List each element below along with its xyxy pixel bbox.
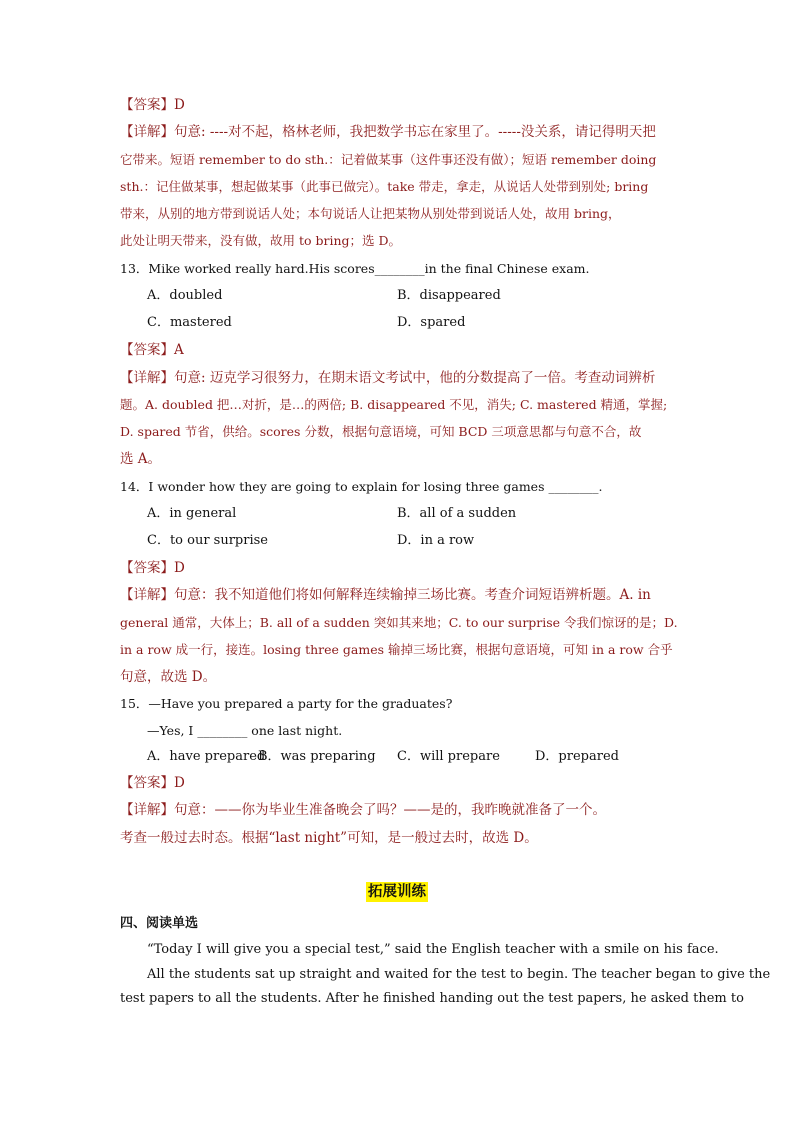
q13-detail-line-3: D. spared 节省，供给。scores 分数，根据句意语境，可知 BCD 三项意思都与句意不合，故 — [120, 424, 642, 439]
q12-detail-line-2: 它带来。短语 remember to do sth.：记着做某事（这件事还没有做）；短语 remember doing — [120, 152, 657, 167]
q14-option-a: A．in general — [147, 506, 237, 521]
q15-option-b: B．was preparing — [258, 749, 376, 764]
q15-answer: 【答案】D — [120, 775, 185, 791]
section-title: 拓展训练 — [368, 883, 426, 900]
q15-option-d: D．prepared — [535, 749, 619, 764]
reading-paragraph-1: “Today I will give you a special test,” said the English teacher with a smile on his face. — [147, 942, 719, 957]
q15-stem-reply: —Yes, I ________ one last night. — [147, 723, 343, 738]
q14-detail-line-3: in a row 成一行，接连。losing three games 输掉三场比赛，根据句意语境，可知 in a row 合乎 — [120, 642, 673, 657]
q14-answer: 【答案】D — [120, 560, 185, 576]
q13-stem: 13．Mike worked really hard.His scores________in the final Chinese exam. — [120, 261, 590, 276]
q13-option-a: A．doubled — [147, 288, 223, 303]
q12-detail-line-4: 带来，从别的地方带到说话人处；本句说话人让把某物从别处带到说话人处，故用 bring， — [120, 206, 621, 221]
q13-option-b: B．disappeared — [397, 288, 501, 303]
q15-option-c: C．will prepare — [397, 749, 500, 764]
q15-detail-line-1: 【详解】句意：——你为毕业生准备晚会了吗？——是的，我昨晚就准备了一个。 — [120, 802, 606, 818]
q15-option-a: A．have prepared — [147, 749, 266, 764]
q14-stem: 14．I wonder how they are going to explain for losing three games ________. — [120, 479, 603, 494]
q14-option-c: C．to our surprise — [147, 533, 268, 548]
reading-paragraph-2-line-2: test papers to all the students. After he finished handing out the test papers, he asked them to — [120, 991, 744, 1006]
reading-paragraph-2-line-1: All the students sat up straight and waited for the test to begin. The teacher began to give the — [147, 967, 771, 982]
q12-detail-line-1: 【详解】句意: ----对不起，格林老师，我把数学书忘在家里了。-----没关系，请记得明天把 — [120, 124, 656, 140]
q14-detail-line-2: general 通常，大体上；B. all of a sudden 突如其来地；C. to our surprise 令我们惊讶的是；D. — [120, 615, 678, 630]
q14-option-d: D．in a row — [397, 533, 475, 548]
q12-answer: 【答案】D — [120, 97, 185, 113]
q12-detail-line-3: sth.：记住做某事，想起做某事（此事已做完）。take 带走，拿走，从说话人处带到别处; bring — [120, 179, 649, 194]
q13-detail-line-4: 选 A。 — [120, 451, 162, 467]
q15-detail-line-2: 考查一般过去时态。根据“last night”可知，是一般过去时，故选 D。 — [120, 830, 538, 846]
q14-detail-line-1: 【详解】句意：我不知道他们将如何解释连续输掉三场比赛。考查介词短语辨析题。A. in — [120, 587, 651, 603]
q13-detail-line-1: 【详解】句意: 迈克学习很努力，在期末语文考试中，他的分数提高了一倍。考查动词辨析 — [120, 370, 656, 386]
reading-heading: 四、阅读单选 — [120, 916, 199, 931]
q15-stem: 15．—Have you prepared a party for the graduates? — [120, 696, 453, 711]
q14-detail-line-4: 句意，故选 D。 — [120, 669, 217, 685]
q14-option-b: B．all of a sudden — [397, 506, 517, 521]
q13-option-c: C．mastered — [147, 315, 232, 330]
q12-detail-line-5: 此处让明天带来，没有做，故用 to bring；选 D。 — [120, 233, 402, 248]
q13-answer: 【答案】A — [120, 342, 184, 358]
q13-option-d: D．spared — [397, 315, 466, 330]
q13-detail-line-2: 题。A. doubled 把…对折，是…的两倍; B. disappeared 不见，消失; C. mastered 精通，掌握; — [120, 397, 668, 412]
